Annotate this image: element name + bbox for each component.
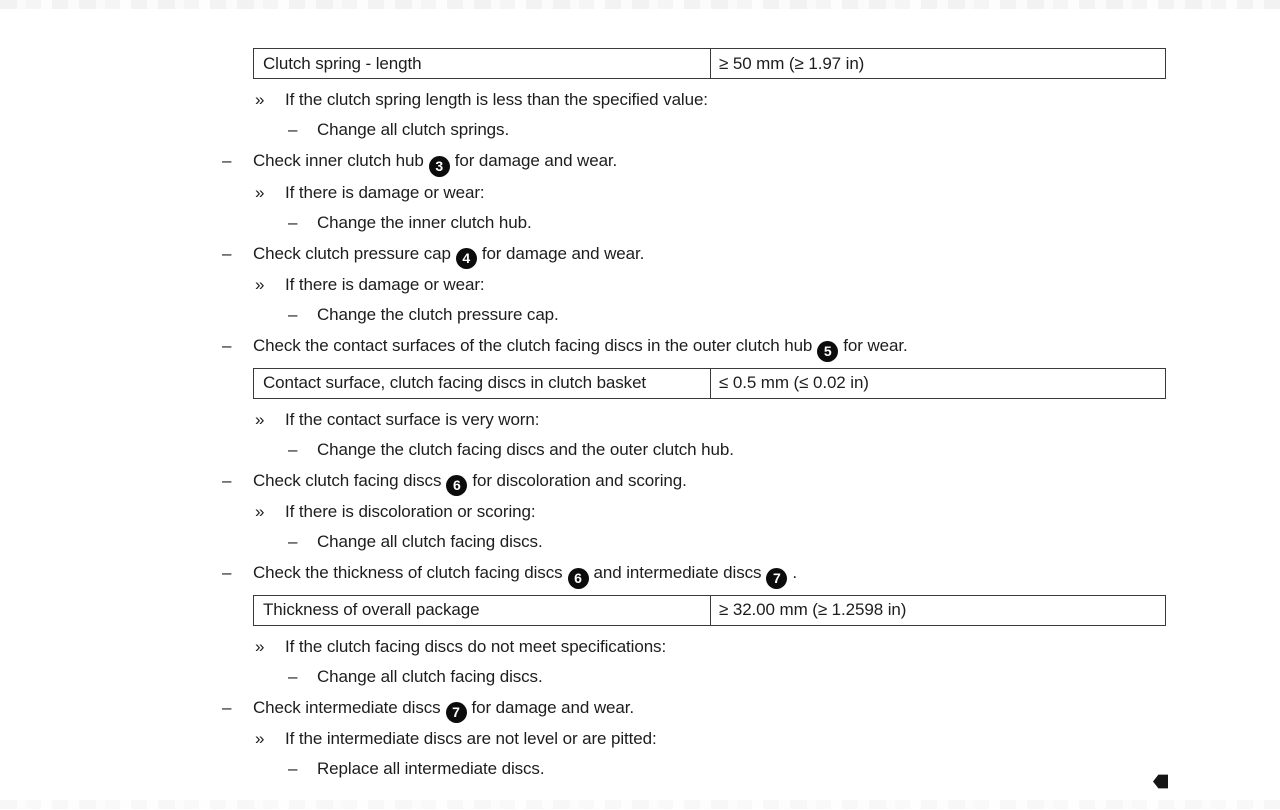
bullet-dash: –	[288, 120, 298, 139]
spec-label-cell: Contact surface, clutch facing discs in clutch basket	[254, 369, 711, 398]
procedure-content	[222, 42, 1166, 784]
action-text: Change all clutch facing discs.	[317, 666, 543, 686]
bullet-dash: –	[288, 666, 298, 686]
item-number-badge: 6	[446, 475, 467, 496]
item-number-badge: 5	[817, 341, 838, 362]
action-item	[288, 662, 1166, 691]
condition-item	[255, 497, 1166, 526]
spec-table	[253, 48, 1166, 79]
spec-value-cell: ≥ 32.00 mm (≥ 1.2598 in)	[719, 600, 907, 619]
item-number-badge: 7	[766, 568, 787, 589]
check-item	[222, 693, 1166, 724]
condition-text: If there is damage or wear:	[285, 182, 485, 202]
condition-item	[255, 178, 1166, 207]
action-text: Change the clutch pressure cap.	[317, 305, 559, 324]
action-text: Replace all intermediate discs.	[317, 759, 545, 778]
bullet-arrow: »	[255, 502, 265, 521]
condition-text: If the contact surface is very worn:	[285, 409, 540, 429]
spec-table	[253, 595, 1166, 626]
bullet-dash: –	[222, 243, 232, 263]
bullet-dash: –	[288, 759, 298, 778]
page-top-crop-artifact	[0, 0, 1280, 9]
bullet-arrow: »	[255, 409, 265, 429]
item-number-badge: 6	[568, 568, 589, 589]
action-item	[288, 754, 1166, 783]
action-item	[288, 208, 1166, 237]
bullet-dash: –	[288, 439, 298, 459]
check-text: Check the thickness of clutch facing discs 6 and intermediate discs 7 .	[253, 558, 797, 589]
bullet-arrow: »	[255, 90, 265, 109]
condition-text: If the intermediate discs are not level or are pitted:	[285, 729, 657, 748]
check-item	[222, 466, 1166, 497]
condition-text: If there is discoloration or scoring:	[285, 502, 536, 521]
action-text: Change all clutch facing discs.	[317, 532, 543, 551]
check-text: Check clutch pressure cap 4 for damage and wear.	[253, 239, 644, 270]
bullet-dash: –	[288, 212, 298, 232]
action-item	[288, 115, 1166, 144]
check-text: Check inner clutch hub 3 for damage and wear.	[253, 146, 617, 177]
action-item	[288, 527, 1166, 556]
bullet-arrow: »	[255, 729, 265, 748]
condition-item	[255, 85, 1166, 114]
check-item	[222, 239, 1166, 270]
check-item	[222, 146, 1166, 177]
spec-value-cell: ≤ 0.5 mm (≤ 0.02 in)	[719, 373, 869, 392]
action-item	[288, 300, 1166, 329]
spec-label-cell: Clutch spring - length	[254, 49, 711, 78]
action-text: Change all clutch springs.	[317, 120, 510, 139]
condition-text: If the clutch spring length is less than the specified value:	[285, 90, 708, 109]
spec-table	[253, 368, 1166, 399]
condition-text: If there is damage or wear:	[285, 275, 485, 294]
condition-item	[255, 632, 1166, 661]
spec-value-cell: ≥ 50 mm (≥ 1.97 in)	[719, 53, 865, 73]
bullet-dash: –	[222, 697, 232, 717]
bullet-dash: –	[222, 151, 232, 170]
bullet-arrow: »	[255, 275, 265, 294]
check-text: Check the contact surfaces of the clutch facing discs in the outer clutch hub 5 for wear.	[253, 331, 908, 362]
bullet-dash: –	[288, 305, 298, 324]
check-item	[222, 331, 1166, 362]
condition-item	[255, 724, 1166, 753]
item-number-badge: 4	[456, 248, 477, 269]
condition-text: If the clutch facing discs do not meet specifications:	[285, 636, 667, 656]
action-text: Change the clutch facing discs and the outer clutch hub.	[317, 439, 734, 459]
check-text: Check clutch facing discs 6 for discoloration and scoring.	[253, 466, 687, 497]
bullet-dash: –	[222, 470, 232, 490]
condition-item	[255, 270, 1166, 299]
bullet-dash: –	[222, 336, 232, 355]
check-item	[222, 558, 1166, 589]
action-text: Change the inner clutch hub.	[317, 212, 532, 232]
action-item	[288, 435, 1166, 464]
item-number-badge: 3	[429, 156, 450, 177]
condition-item	[255, 405, 1166, 434]
check-text: Check intermediate discs 7 for damage and wear.	[253, 693, 634, 724]
bullet-arrow: »	[255, 636, 265, 656]
bullet-arrow: »	[255, 182, 265, 202]
page-bottom-crop-artifact	[0, 800, 1280, 809]
item-number-badge: 7	[446, 702, 467, 723]
spec-label-cell: Thickness of overall package	[254, 596, 711, 625]
bullet-dash: –	[222, 563, 232, 582]
bullet-dash: –	[288, 532, 298, 551]
